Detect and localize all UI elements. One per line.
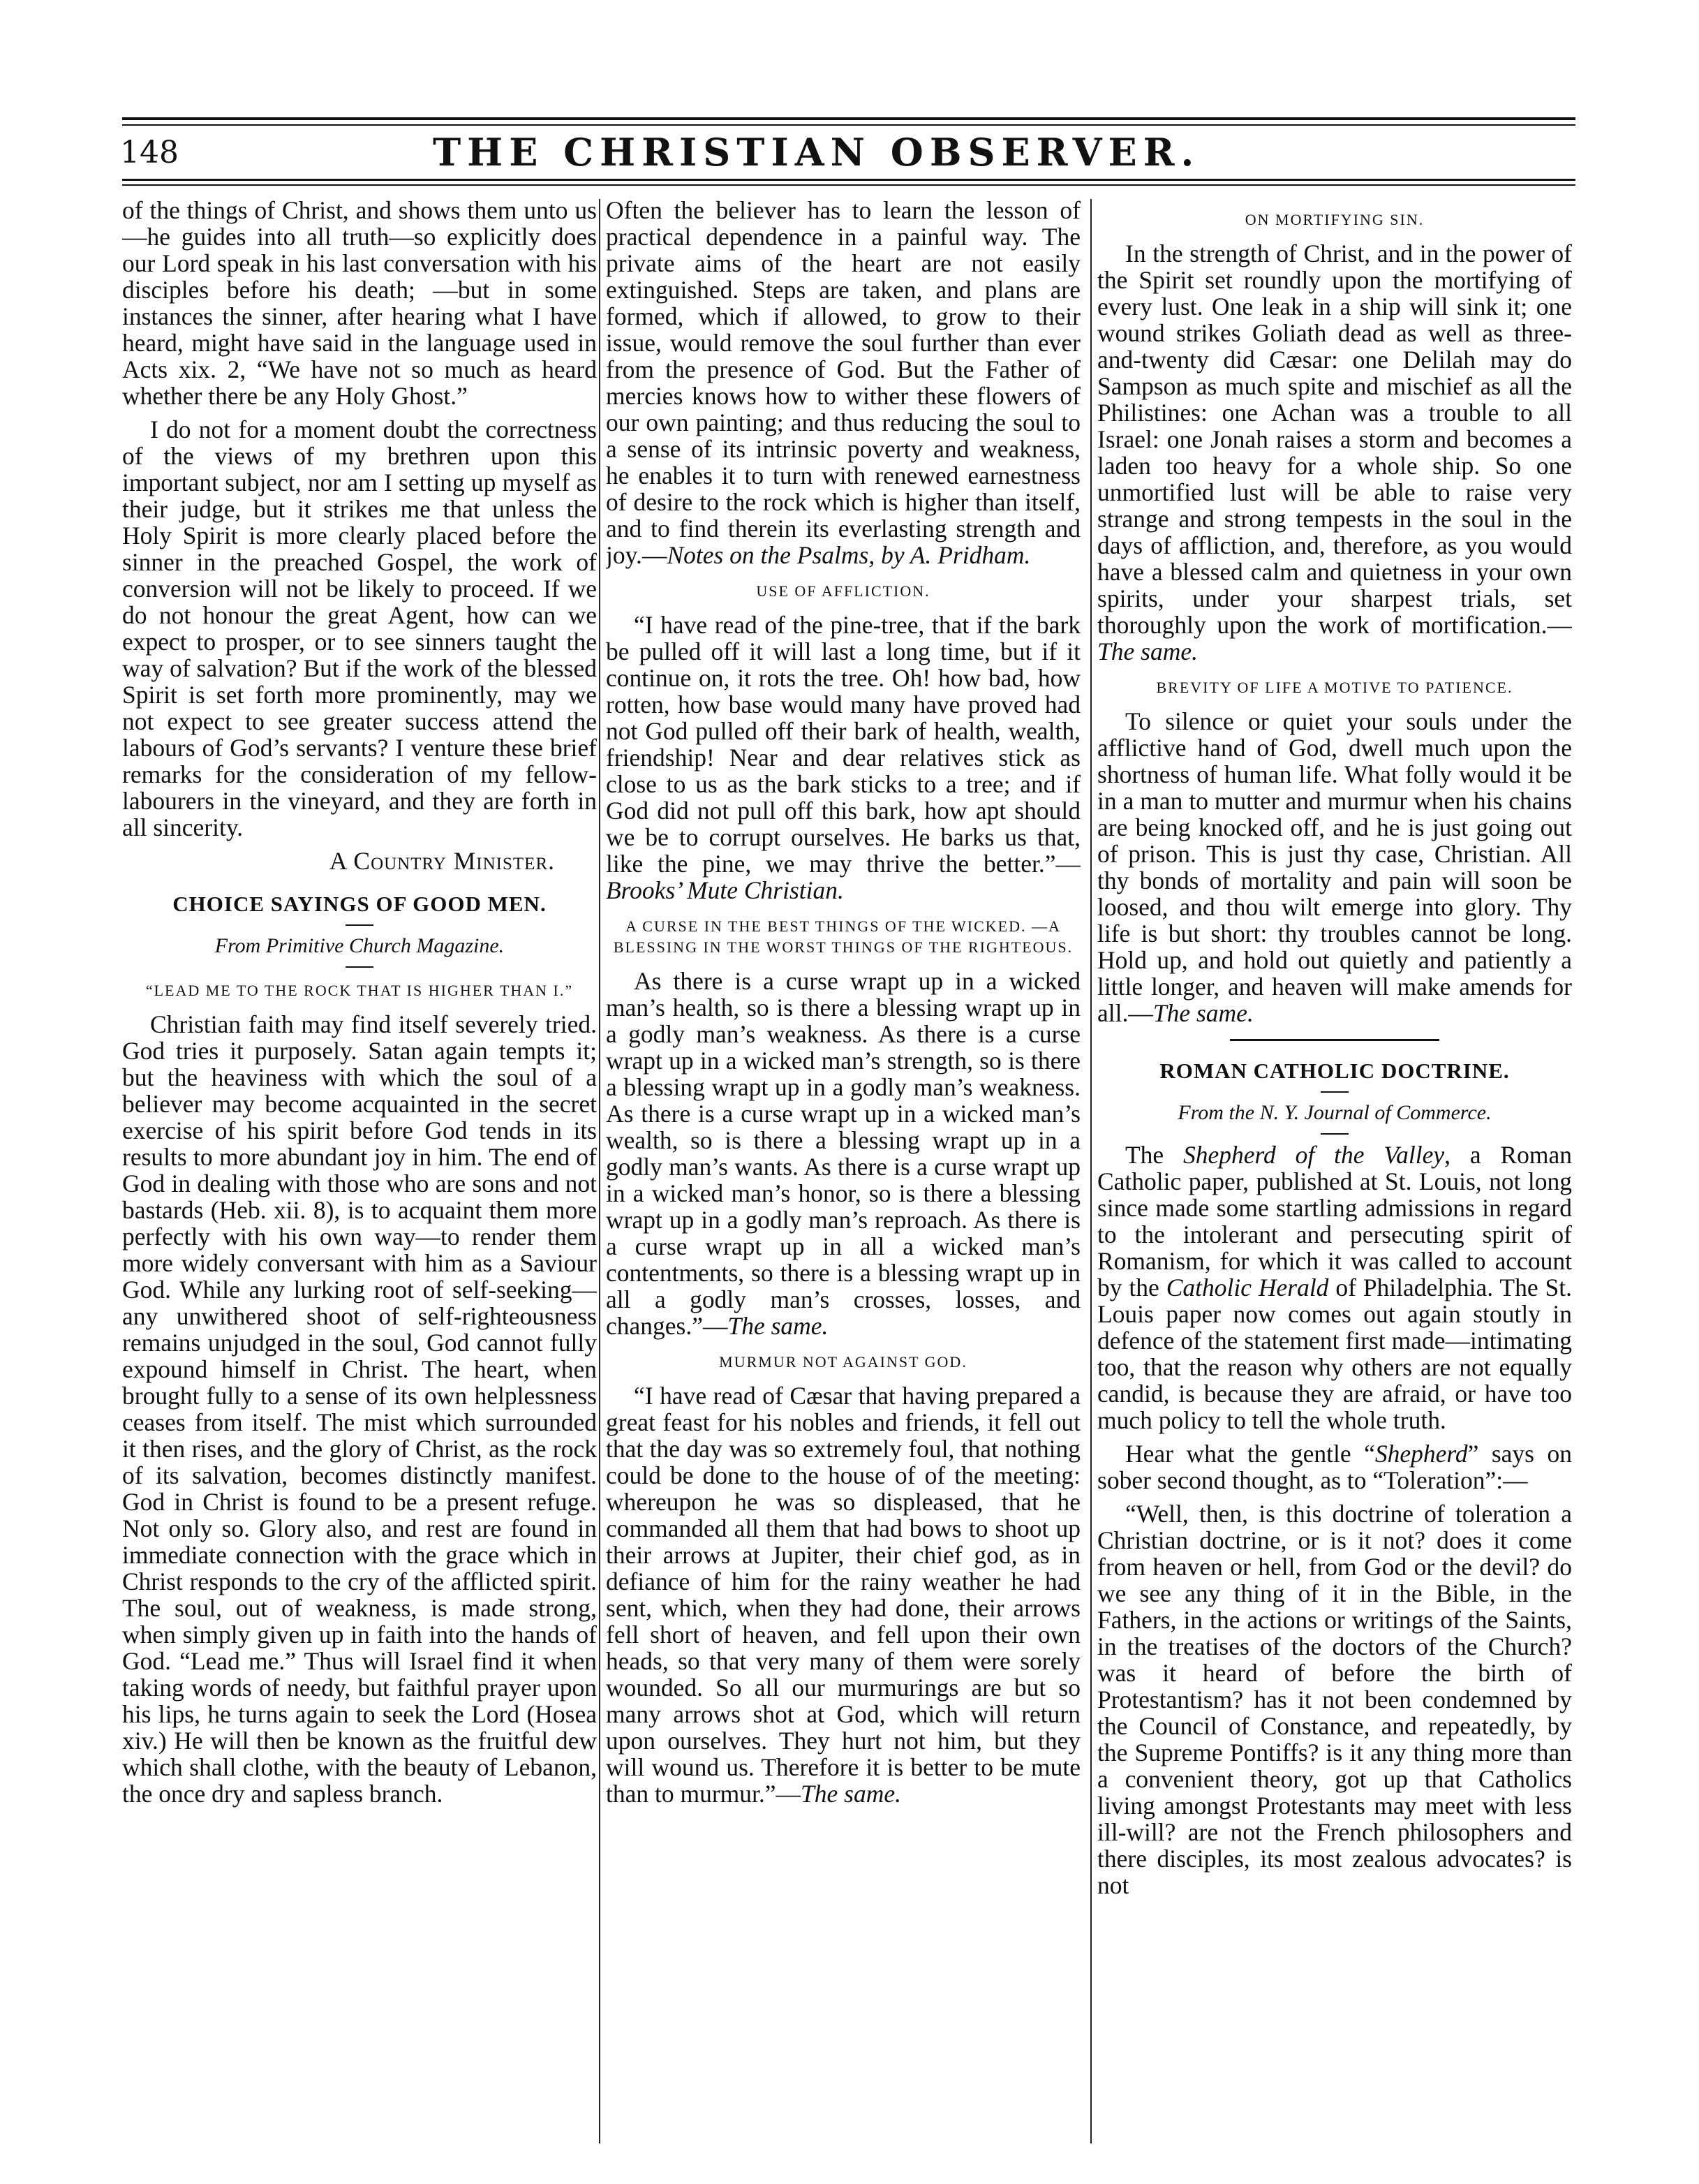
section-rule [1230, 1039, 1439, 1041]
column-1 [122, 197, 597, 2138]
section-title: ROMAN CATHOLIC DOCTRINE. [1159, 1058, 1510, 1083]
header-rule [122, 179, 1575, 181]
article-heading: ON MORTIFYING SIN. [1245, 211, 1425, 228]
paragraph-text: To silence or quiet your souls under the afflictive hand of God, dwell much upon the shortness of human life. What folly would it be in a man to mutter and murmur when his chains are being knocked off, and he is just going out of prison. This is just thy case, Christian. All thy bonds of mortality and pain will soon be loosed, and thou wilt emerge into glory. Thy life is but short: thy troubles cannot be long. Hold up, and hold out quietly and patiently a little longer, and heaven will make amends for all.— [1097, 707, 1572, 1027]
header-rule-thin [122, 184, 1575, 186]
attribution: Notes on the Psalms, by A. Pridham. [667, 541, 1031, 569]
paragraph-text: Hear what the gentle “ [1125, 1440, 1375, 1468]
attribution: The same. [801, 1780, 901, 1808]
attribution: The same. [1152, 999, 1254, 1027]
paragraph: of the things of Christ, and shows them unto us—he guides into all truth—so explicitly does our Lord speak in his last conversation with his disciples before his death; —but in some instances the sinner, after hearing what I have heard, might have said in the language used in Acts xix. 2, “We have not so much as heard whether there be any Holy Ghost.” [122, 197, 597, 410]
paragraph: “Well, then, is this doctrine of toleration a Christian doctrine, or is it not? does it come from heaven or hell, from God or the devil? do we see any thing of it in the Bible, in the Fathers, in the actions or writings of the Saints, in the treatises of the doctors of the Church? was it heard of before the birth of Protestantism? has it not been condemned by the Council of Constance, and repeatedly, by the Supreme Pontiffs? is it any thing more than a convenient theory, got up that Catholics living amongst Protestants may meet with less ill-will? are not the French philosophers and there disciples, its most zealous advocates? is not [1097, 1500, 1572, 1899]
column-divider [1090, 199, 1092, 2144]
attribution: Brooks’ Mute Christian. [606, 876, 844, 904]
dash-divider [1321, 1133, 1349, 1135]
signature: A Country Minister. [329, 847, 555, 875]
paragraph-text: “I have read of the pine-tree, that if the bark be pulled off it will last a long time, but if it continue on, it rots the tree. Oh! how bad, how rotten, how base would many have proved had not God pulled off their bark of health, wealth, friendship! Near and dear relatives stick as close to us as the bark sticks to a tree; and if God did not pull off this bark, how apt should we be to corrupt ourselves. He barks us that, like the pine, we may thrive the better.”— [606, 611, 1081, 878]
paragraph [606, 612, 1081, 903]
attribution: The same. [727, 1312, 829, 1340]
paragraph [606, 197, 1081, 568]
paragraph [1097, 1440, 1572, 1493]
paragraph-text: of Philadelphia. The St. Louis paper now comes out again stoutly in defence of the statement first made—intimating too, that the reason why others are not equally candid, is because they are afraid, or have too much policy to tell the whole truth. [1097, 1274, 1572, 1434]
page-number: 148 [120, 135, 179, 170]
paragraph-text: The [1125, 1141, 1184, 1169]
paragraph: Christian faith may find itself severely tried. God tries it purposely. Satan again tempts it; but the heaviness with which the soul of a believer may become acquainted in the secret exercise of his spirit before God tends in its results to more abundant joy in him. The end of God in dealing with those who are sons and not bastards (Heb. xii. 8), is to acquaint them more perfectly with his own way—to render them more widely conversant with him as a Saviour God. While any lurking root of self-seeking—any unwithered shoot of self-righteousness remains unjudged in the soul, God cannot fully expound himself in Christ. The heart, when brought fully to a sense of its own helplessness ceases from itself. The mist which surrounded it then rises, and the glory of Christ, as the rock of its salvation, becomes distinctly manifest. God in Christ is found to be a present refuge. Not only so. Glory also, and rest are found in immediate connection with the grace which in Christ responds to the cry of the afflicted spirit. The soul, out of weakness, is made strong, when simply given up in faith into the hands of God. “Lead me.” Thus will Israel find it when taking words of needy, but faithful prayer upon his lips, he turns again to seek the Lord (Hosea xiv.) He will then be known as the fruitful dew which shall clothe, with the beauty of Lebanon, the once dry and sapless branch. [122, 1010, 597, 1808]
paragraph-text: As there is a curse wrapt up in a wicked man’s health, so is there a blessing wrapt up in a godly man’s weakness. As there is a curse wrapt up in a wicked man’s strength, so is there a blessing wrapt up in a godly man’s weakness. As there is a curse wrapt up in a wicked man’s wealth, so is there a blessing wrapt up in a godly man’s wants. As there is a curse wrapt up in a wicked man’s honor, so is there a blessing wrapt up in a godly man’s reproach. As there is a curse wrapt up in all a wicked man’s contentments, so there is a blessing wrapt up in all a godly man’s crosses, losses, and changes.”— [606, 967, 1081, 1340]
paragraph: I do not for a moment doubt the correctness of the views of my brethren upon this important subject, nor am I setting up myself as their judge, but it strikes me that unless the Holy Spirit is more clearly placed before the sinner in the preached Gospel, the work of conversion will not be likely to proceed. If we do not honour the great Agent, how can we expect to prosper, or to see sinners taught the way of salvation? But if the work of the blessed Spirit is set forth more prominently, may we not expect to see greater success attend the labours of God’s servants? I venture these brief remarks for the consideration of my fellow-labourers in the vineyard, and they are forth in all sincerity. [122, 415, 597, 841]
article-heading: USE OF AFFLICTION. [756, 582, 930, 600]
dash-divider [346, 924, 373, 926]
masthead-title: THE CHRISTIAN OBSERVER. [433, 130, 1201, 175]
article-heading: BREVITY OF LIFE A MOTIVE TO PATIENCE. [1156, 679, 1513, 696]
attribution: The same. [1097, 637, 1198, 665]
column-2 [606, 197, 1081, 2138]
dash-divider [346, 966, 373, 968]
publication-name: Shepherd of the Valley [1183, 1141, 1445, 1169]
dash-divider [1321, 1091, 1349, 1093]
article-heading: MURMUR NOT AGAINST GOD. [719, 1353, 967, 1371]
paragraph [1097, 708, 1572, 1026]
publication-name: Catholic Herald [1166, 1274, 1329, 1301]
section-source: From Primitive Church Magazine. [214, 934, 505, 957]
paragraph [1097, 240, 1572, 665]
top-rule [122, 117, 1575, 120]
paragraph-text: , a Roman Catholic paper, published at St. Louis, not long since made some startling admissions in regard to the intolerant and persecuting spirit of Romanism, for which it was called to account by the [1097, 1141, 1572, 1301]
paragraph [1097, 1142, 1572, 1433]
column-3 [1097, 197, 1572, 2138]
section-source: From the N. Y. Journal of Commerce. [1178, 1101, 1492, 1124]
publication-name: Shepherd [1374, 1440, 1468, 1468]
section-title: CHOICE SAYINGS OF GOOD MEN. [172, 892, 547, 916]
paragraph-text: In the strength of Christ, and in the power of the Spirit set roundly upon the mortifying of every lust. One leak in a ship will sink it; one wound strikes Goliath dead as well as three-and-twenty did Cæsar: one Delilah may do Sampson as much spite and mischief as all the Philistines: one Achan was a trouble to all Israel: one Jonah raises a storm and becomes a laden too heavy for a whole ship. So one unmortified lust will be able to raise very strange and strong tempests in the soul in the days of affliction, and, therefore, as you would have a blessed calm and quietness in your own spirits, under your sharpest trials, set thoroughly upon the work of mortification.— [1097, 239, 1572, 639]
paragraph [606, 1382, 1081, 1807]
paragraph-text: Often the believer has to learn the lesson of practical dependence in a painful way. The private aims of the heart are not easily extinguished. Steps are taken, and plans are formed, which if allowed, to grow to their issue, would remove the soul further than ever from the presence of God. But the Father of mercies knows how to wither these flowers of our own painting; and thus reducing the soul to a sense of its intrinsic poverty and weakness, he enables it to turn with renewed earnestness of desire to the rock which is higher than itself, and to find therein its everlasting strength and joy.— [606, 197, 1081, 569]
paragraph-text: ” says on sober second thought, as to “Toleration”:— [1097, 1440, 1572, 1494]
column-divider [599, 199, 600, 2144]
paragraph-text: “I have read of Cæsar that having prepared a great feast for his nobles and friends, it fell out that the day was so extremely foul, that nothing could be done to the house of of the meeting: whereupon he was so displeased, that he commanded all them that had bows to shoot up their arrows at Jupiter, their chief god, as in defiance of him for the rainy weather he had sent, which, when they had done, their arrows fell short of heaven, and fell upon their own heads, so that very many of them were sorely wounded. So all our murmurings are but so many arrows shot at God, which will return upon ourselves. They hurt not him, but they will wound us. Therefore it is better to be mute than to murmur.”— [606, 1382, 1081, 1808]
paragraph [606, 968, 1081, 1339]
top-rule-thin [122, 124, 1575, 126]
article-heading: A CURSE IN THE BEST THINGS OF THE WICKED. —A BLESSING IN THE WORST THINGS OF THE RIGHTEOUS. [613, 917, 1074, 956]
article-heading: “LEAD ME TO THE ROCK THAT IS HIGHER THAN I.” [145, 982, 574, 999]
